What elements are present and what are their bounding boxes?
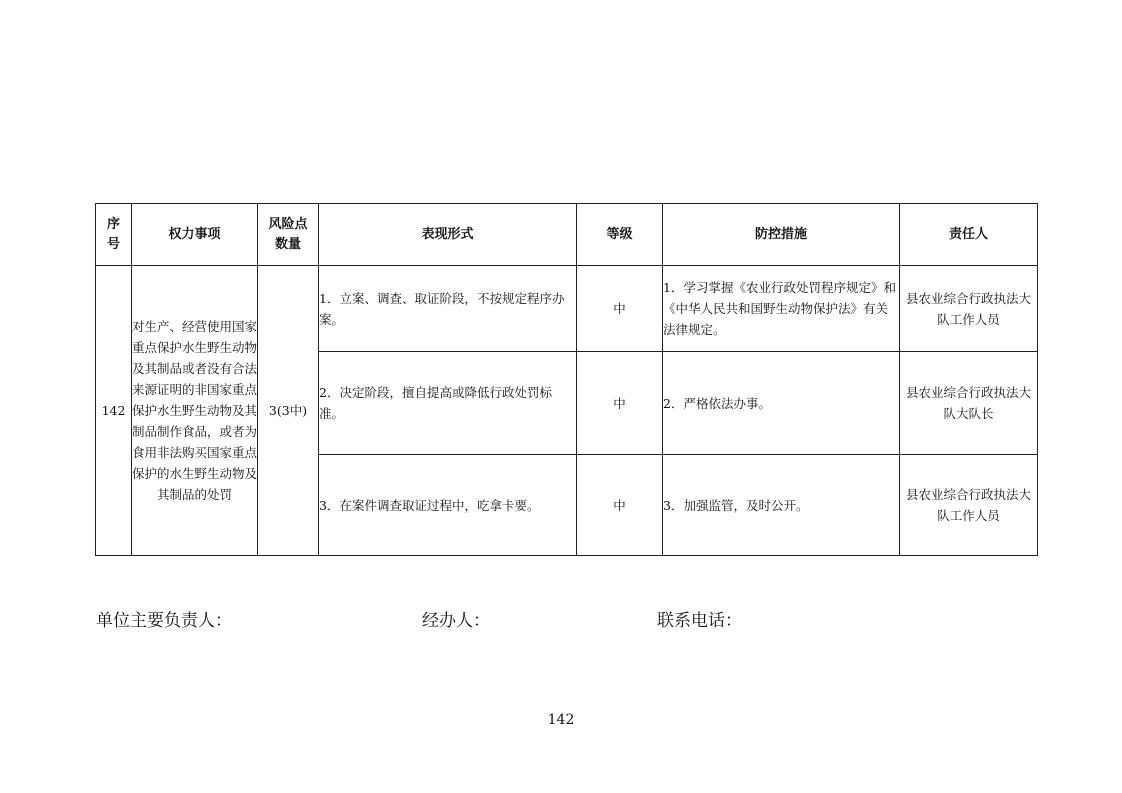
responsible-cell: 县农业综合行政执法大队大队长: [900, 352, 1038, 455]
header-level: 等级: [577, 204, 663, 266]
header-seq: 序号: [96, 204, 132, 266]
responsible-cell: 县农业综合行政执法大队工作人员: [900, 266, 1038, 352]
measures-cell: 3．加强监管，及时公开。: [663, 455, 900, 556]
manifestation-cell: 3．在案件调查取证过程中，吃拿卡要。: [319, 455, 577, 556]
manifestation-cell: 2．决定阶段，擅自提高或降低行政处罚标准。: [319, 352, 577, 455]
page-number: 142: [547, 712, 575, 728]
header-manifestation: 表现形式: [319, 204, 577, 266]
table-row: [96, 266, 1038, 352]
manifestation-cell: 1．立案、调查、取证阶段，不按规定程序办案。: [319, 266, 577, 352]
level-cell: 中: [577, 455, 663, 556]
level-cell: 中: [577, 352, 663, 455]
header-power-item: 权力事项: [132, 204, 258, 266]
header-measures: 防控措施: [663, 204, 900, 266]
responsible-cell: 县农业综合行政执法大队工作人员: [900, 455, 1038, 556]
level-cell: 中: [577, 266, 663, 352]
leader-label: 单位主要负责人：: [96, 611, 232, 631]
measures-cell: 2．严格依法办事。: [663, 352, 900, 455]
table-header-row: [96, 204, 1038, 266]
measures-cell: 1．学习掌握《农业行政处罚程序规定》和《中华人民共和国野生动物保护法》有关法律规定。: [663, 266, 900, 352]
power-item-cell: 对生产、经营使用国家重点保护水生野生动物及其制品或者没有合法来源证明的非国家重点保护水生野生动物及其制品制作食品，或者为食用非法购买国家重点保护的水生野生动物及其制品的处罚: [132, 266, 258, 556]
seq-cell: 142: [96, 266, 132, 556]
risk-count-cell: 3(3中): [258, 266, 319, 556]
risk-control-table: [95, 203, 1038, 556]
header-responsible: 责任人: [900, 204, 1038, 266]
header-risk-count: 风险点数量: [258, 204, 319, 266]
phone-label: 联系电话：: [657, 611, 742, 631]
handler-label: 经办人：: [422, 611, 490, 631]
